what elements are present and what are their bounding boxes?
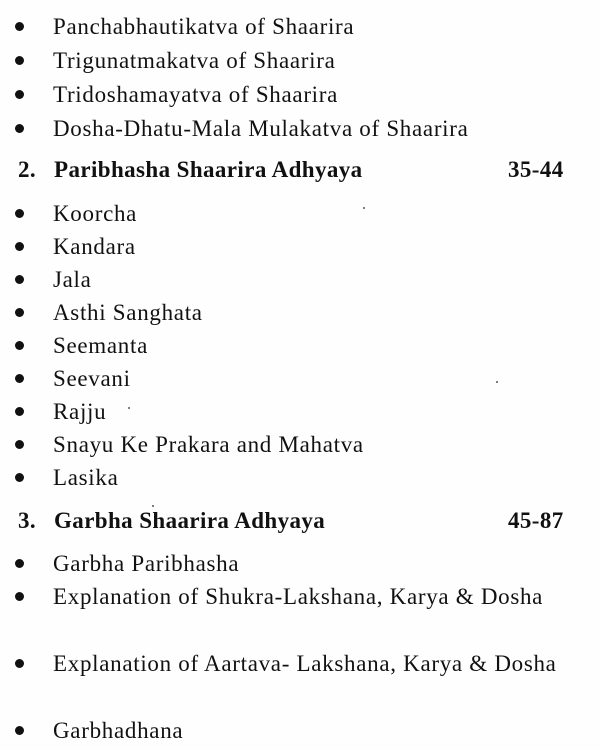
bullet-icon — [15, 341, 24, 350]
bullet-icon — [15, 473, 24, 482]
scan-speck — [496, 381, 498, 383]
section-page-range: 35-44 — [508, 157, 564, 182]
section-page-range: 45-87 — [508, 508, 564, 533]
list-item-text: Garbhadhana — [53, 718, 184, 743]
list-item-text: Garbha Paribhasha — [53, 551, 240, 576]
bullet-icon — [15, 592, 24, 601]
bullet-icon — [15, 124, 24, 133]
list-item-text: Kandara — [53, 234, 136, 259]
bullet-icon — [15, 22, 24, 31]
list-item-text: Seevani — [53, 366, 131, 391]
list-item-text: Lasika — [53, 465, 119, 490]
section-number: 3. — [18, 508, 37, 533]
list-item-text: Rajju — [53, 399, 107, 424]
list-item-text: Panchabhautikatva of Shaarira — [53, 14, 355, 39]
list-item-text: Snayu Ke Prakara and Mahatva — [53, 432, 364, 457]
section-number: 2. — [18, 157, 37, 182]
scan-speck — [363, 207, 365, 209]
list-item-text: Dosha-Dhatu-Mala Mulakatva of Shaarira — [53, 116, 469, 141]
bullet-icon — [15, 374, 24, 383]
list-item-text: Asthi Sanghata — [53, 300, 203, 325]
section-title: Paribhasha Shaarira Adhyaya — [54, 157, 363, 182]
list-item-text: Explanation of Aartava- Lakshana, Karya & Dosha — [53, 651, 557, 676]
list-item-text: Explanation of Shukra-Lakshana, Karya & Dosha — [53, 584, 544, 609]
list-item-text: Jala — [53, 267, 92, 292]
bullet-icon — [15, 726, 24, 735]
list-item-text: Seemanta — [53, 333, 149, 358]
bullet-icon — [15, 209, 24, 218]
list-item-text: Koorcha — [53, 201, 138, 226]
scan-speck — [128, 407, 130, 409]
bullet-icon — [15, 407, 24, 416]
bullet-icon — [15, 275, 24, 284]
bullet-icon — [15, 659, 24, 668]
list-item-text: Tridoshamayatva of Shaarira — [53, 82, 339, 107]
bullet-icon — [15, 308, 24, 317]
list-item-text: Trigunatmakatva of Shaarira — [53, 48, 336, 73]
section-title: Garbha Shaarira Adhyaya — [54, 508, 326, 533]
bullet-icon — [15, 242, 24, 251]
bullet-icon — [15, 90, 24, 99]
bullet-icon — [15, 440, 24, 449]
scan-speck — [152, 505, 154, 507]
bullet-icon — [15, 559, 24, 568]
bullet-icon — [15, 56, 24, 65]
